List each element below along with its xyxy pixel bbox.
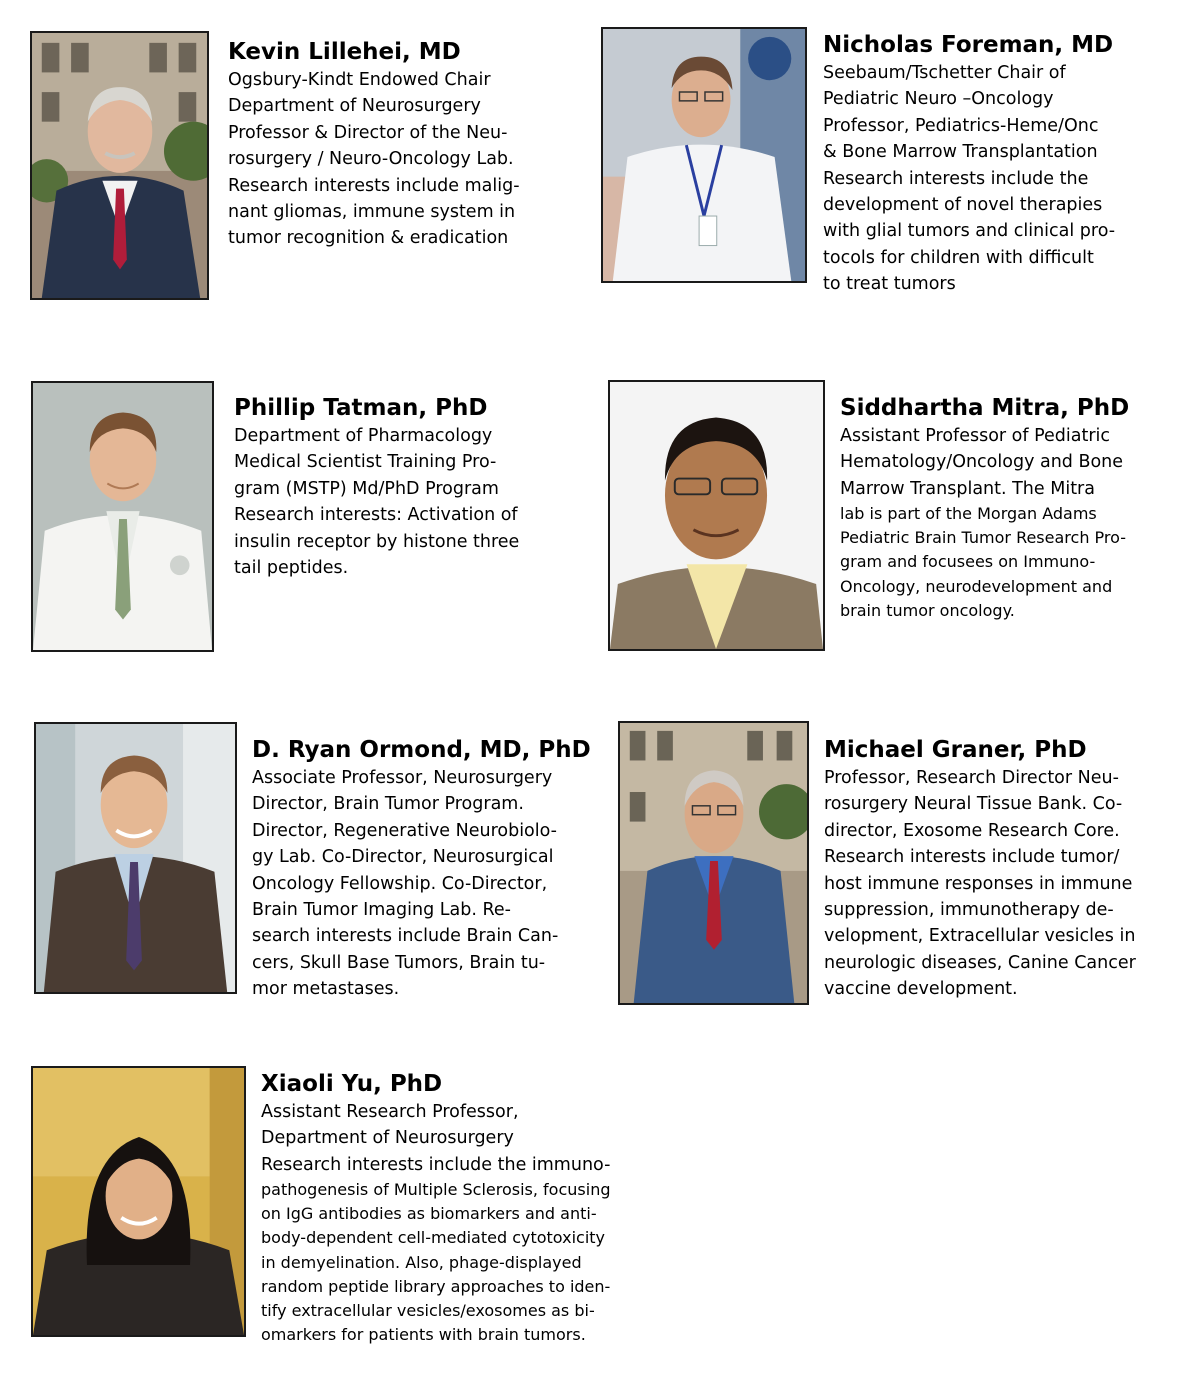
bio-line: omarkers for patients with brain tumors. — [261, 1324, 586, 1344]
bio-line: Department of Neurosurgery — [261, 1128, 514, 1149]
bio-line: suppression, immunotherapy de- — [824, 900, 1114, 921]
bio-line: Oncology Fellowship. Co-Director, — [252, 873, 548, 894]
bio-line: Associate Professor, Neurosurgery — [252, 768, 553, 788]
bio-line: tail peptides. — [234, 558, 349, 579]
bio-line: Research interests include tumor/ — [824, 847, 1120, 868]
bio-nicholas-foreman — [823, 31, 1115, 298]
bio-line: Professor & Director of the Neu- — [228, 122, 508, 143]
bio-line: Pediatric Brain Tumor Research Pro- — [840, 528, 1126, 548]
bio-line: Professor, Pediatrics-Heme/Onc — [823, 115, 1099, 136]
bio-line: random peptide library approaches to iden- — [261, 1276, 611, 1296]
person-name: Xiaoli Yu, PhD — [261, 1071, 443, 1097]
bio-line: velopment, Extracellular vesicles in — [824, 926, 1136, 947]
bio-line: gy Lab. Co-Director, Neurosurgical — [252, 847, 554, 868]
bio-line: Professor, Research Director Neu- — [824, 768, 1119, 788]
bio-line: Hematology/Oncology and Bone — [840, 452, 1124, 473]
photo-michael-graner — [618, 721, 809, 1005]
bio-line: tumor recognition & eradication — [228, 228, 509, 249]
bio-line: nant gliomas, immune system in — [228, 202, 516, 223]
bio-line: Seebaum/Tschetter Chair of — [823, 63, 1066, 83]
bio-phillip-tatman — [234, 394, 519, 581]
bio-siddhartha-mitra — [840, 394, 1129, 623]
bio-line: mor metastases. — [252, 979, 400, 1000]
bio-line: on IgG antibodies as biomarkers and anti- — [261, 1204, 597, 1224]
bio-line: to treat tumors — [823, 274, 956, 295]
bio-line: with glial tumors and clinical pro- — [823, 221, 1116, 242]
photo-xiaoli-yu — [31, 1066, 246, 1337]
bio-line: Department of Pharmacology — [234, 426, 493, 446]
bio-line: Pediatric Neuro –Oncology — [823, 89, 1054, 110]
bio-line: Research interests include the immuno- — [261, 1154, 611, 1175]
bio-line: tify extracellular vesicles/exosomes as bi- — [261, 1300, 595, 1320]
bio-line: Assistant Research Professor, — [261, 1102, 519, 1122]
bio-line: search interests include Brain Can- — [252, 926, 559, 947]
bio-xiaoli-yu — [261, 1070, 610, 1347]
photo-ryan-ormond — [34, 722, 237, 994]
bio-line: director, Exosome Research Core. — [824, 820, 1120, 841]
bio-line: host immune responses in immune — [824, 873, 1133, 894]
bio-line: Director, Regenerative Neurobiolo- — [252, 820, 557, 841]
bio-line: Marrow Transplant. The Mitra — [840, 478, 1095, 499]
bio-line: pathogenesis of Multiple Sclerosis, focusing — [261, 1180, 611, 1200]
bio-line: rosurgery / Neuro-Oncology Lab. — [228, 149, 514, 170]
photo-kevin-lillehei — [30, 31, 209, 300]
bio-ryan-ormond — [252, 736, 591, 1003]
bio-kevin-lillehei — [228, 38, 520, 252]
bio-line: Brain Tumor Imaging Lab. Re- — [252, 900, 511, 921]
person-name: Siddhartha Mitra, PhD — [840, 395, 1130, 421]
person-name: Kevin Lillehei, MD — [228, 39, 461, 65]
bio-line: Assistant Professor of Pediatric — [840, 426, 1111, 446]
bio-line: Research interests: Activation of — [234, 505, 518, 526]
bio-line: insulin receptor by histone three — [234, 531, 520, 552]
bio-michael-graner — [824, 736, 1136, 1003]
bio-line: lab is part of the Morgan Adams — [840, 504, 1097, 524]
bio-line: Ogsbury-Kindt Endowed Chair — [228, 70, 491, 90]
bio-line: brain tumor oncology. — [840, 600, 1015, 620]
person-name: Phillip Tatman, PhD — [234, 395, 488, 421]
bio-line: in demyelination. Also, phage-displayed — [261, 1252, 582, 1272]
bio-line: gram (MSTP) Md/PhD Program — [234, 478, 499, 499]
bio-line: neurologic diseases, Canine Cancer — [824, 952, 1136, 973]
bio-line: cers, Skull Base Tumors, Brain tu- — [252, 952, 546, 973]
photo-phillip-tatman — [31, 381, 214, 652]
bio-line: Medical Scientist Training Pro- — [234, 452, 497, 473]
person-name: Michael Graner, PhD — [824, 737, 1087, 763]
bio-line: development of novel therapies — [823, 195, 1103, 216]
bio-line: rosurgery Neural Tissue Bank. Co- — [824, 794, 1123, 815]
person-name: Nicholas Foreman, MD — [823, 32, 1114, 58]
bio-line: Department of Neurosurgery — [228, 96, 481, 117]
bio-line: Research interests include malig- — [228, 175, 520, 196]
photo-nicholas-foreman — [601, 27, 807, 283]
bio-line: vaccine development. — [824, 979, 1018, 1000]
photo-siddhartha-mitra — [608, 380, 825, 651]
bio-line: Research interests include the — [823, 168, 1089, 189]
bio-line: gram and focusees on Immuno- — [840, 552, 1096, 572]
bio-line: Oncology, neurodevelopment and — [840, 576, 1113, 596]
person-name: D. Ryan Ormond, MD, PhD — [252, 737, 591, 763]
bio-line: & Bone Marrow Transplantation — [823, 142, 1098, 163]
bio-line: Director, Brain Tumor Program. — [252, 794, 524, 815]
bio-line: body-dependent cell-mediated cytotoxicity — [261, 1228, 605, 1248]
bio-line: tocols for children with difficult — [823, 247, 1094, 268]
